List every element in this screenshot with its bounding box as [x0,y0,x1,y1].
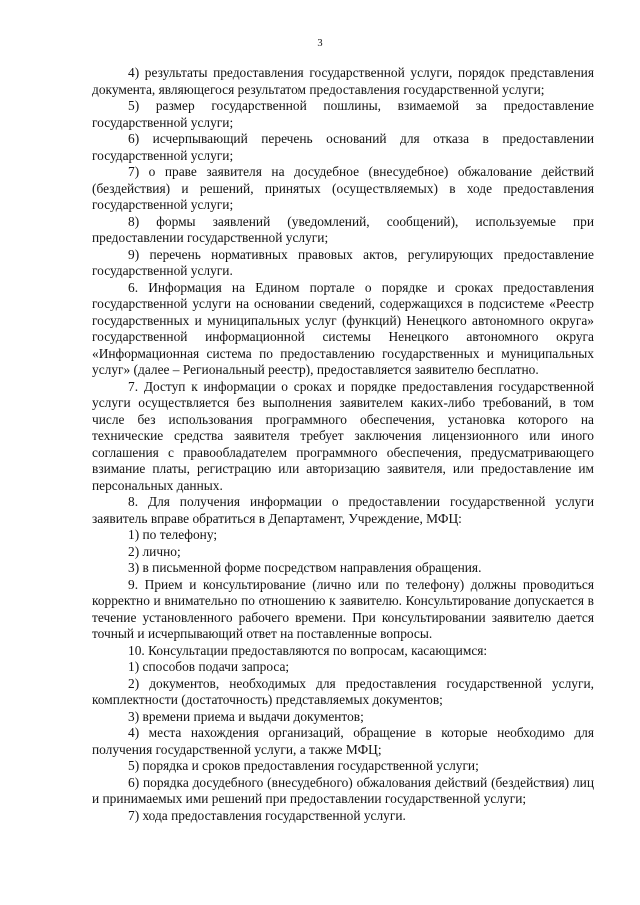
paragraph: 5) размер государственной пошлины, взимаемой за предоставление государственной услуги; [92,98,594,130]
paragraph: 8. Для получения информации о предоставлении государственной услуги заявитель вправе обратиться в Департамент, Учреждение, МФЦ: [92,494,594,526]
paragraph: 9. Прием и консультирование (лично или по телефону) должны проводиться корректно и внимательно по отношению к заявителю. Консультирование допускается в течение установленного рабочего времени. При консультировании заявителю дается точный и исчерпывающий ответ на поставленные вопросы. [92,576,594,641]
paragraph: 9) перечень нормативных правовых актов, регулирующих предоставление государственной услуги. [92,246,594,278]
paragraph: 5) порядка и сроков предоставления государственной услуги; [128,758,479,773]
paragraph: 8) формы заявлений (уведомлений, сообщений), используемые при предоставлении государственной услуги; [92,213,594,245]
page-number: 3 [317,38,323,49]
paragraph: 3) времени приема и выдачи документов; [128,708,364,724]
paragraph: 7) о праве заявителя на досудебное (внесудебное) обжалование действий (бездействия) и решений, принятых (осуществляемых) в ходе предоставления государственной услуги; [92,164,594,212]
paragraph: 2) лично; [128,543,181,559]
paragraph: 7. Доступ к информации о сроках и порядке предоставления государственной услуги осуществляется без выполнения заявителем каких-либо требований, в том числе без использования программного обеспечения, установка которого на технические средства заявителя требует заключения лицензионного или иного соглашения с правообладателем программного обеспечения, предусматривающего взимание платы, регистрацию или авторизацию заявителя, или предоставление им персональных данных. [92,378,594,493]
paragraph: 6. Информация на Едином портале о порядке и сроках предоставления государственной услуги на основании сведений, содержащихся в подсистеме «Реестр государственных и муниципальных услуг (функций) Ненецкого автономного округа» государственной информационной системы Ненецкого автономного округа «Информационная система по предоставлению государственных и муниципальных услуг» (далее – Региональный реестр), предоставляется заявителю бесплатно. [92,279,594,377]
document-body [92,65,594,824]
paragraph: 2) документов, необходимых для предоставления государственной услуги, комплектности (достаточность) представляемых документов; [92,675,594,707]
paragraph: 7) хода предоставления государственной услуги. [128,807,406,823]
paragraph: 4) результаты предоставления государственной услуги, порядок представления документа, являющегося результатом предоставления государственной услуги; [92,65,594,97]
paragraph: 6) исчерпывающий перечень оснований для отказа в предоставлении государственной услуги; [92,131,594,163]
paragraph: 1) способов подачи запроса; [128,659,290,674]
paragraph: 4) места нахождения организаций, обращение в которые необходимо для получения государственной услуги, а также МФЦ; [92,725,594,757]
paragraph: 6) порядка досудебного (внесудебного) обжалования действий (бездействия) лиц и принимаемых ими решений при предоставлении государственной услуги; [92,774,594,806]
paragraph: 1) по телефону; [128,527,218,542]
paragraph: 10. Консультации предоставляются по вопросам, касающимся: [128,642,488,658]
paragraph: 3) в письменной форме посредством направления обращения. [128,560,482,575]
